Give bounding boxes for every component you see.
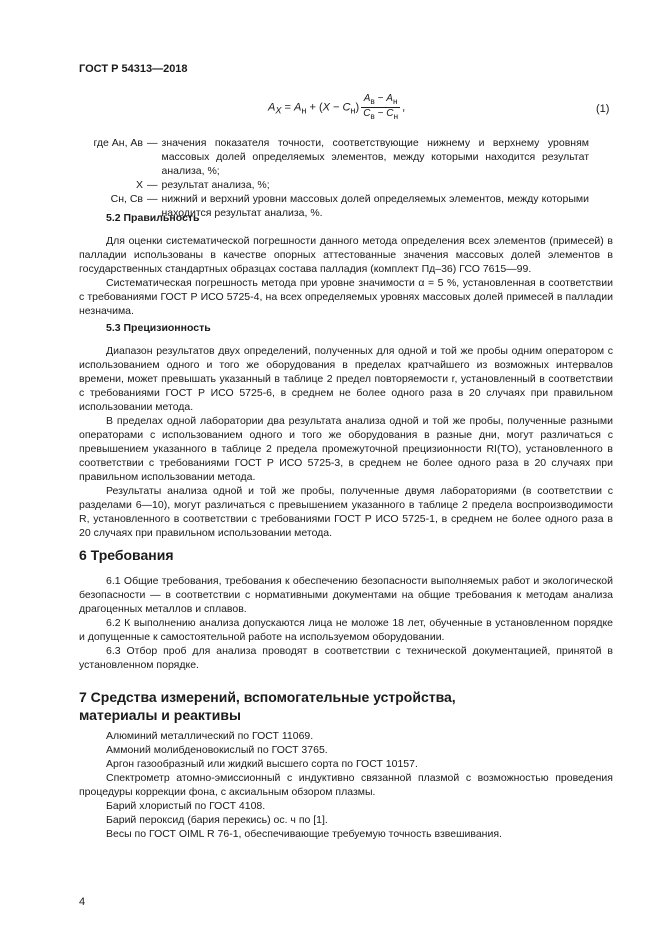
legend-text: значения показателя точности, соответствующие нижнему и верхнему уровням массовых долей определяемых элементов, между которыми находится результат анализа, %;: [161, 137, 589, 177]
section-heading-line: 7 Средства измерений, вспомогательные устройства,: [79, 689, 456, 705]
paragraph: В пределах одной лаборатории два результата анализа одной и той же пробы, полученные разными операторами с использованием одного и того же оборудования в разные дни, могут различаться с превышением указанного в таблице 2 предела промежуточной прецизионности RI(TO), установленного в соответствии с требованиями ГОСТ Р ИСО 5725-3, в среднем не более одного раза в 20 случаях при правильном использовании метода.: [79, 415, 613, 483]
paragraph: 6.2 К выполнению анализа допускаются лица не моложе 18 лет, обученные в установленном порядке и допущенные к самостоятельной работе на используемом оборудовании.: [79, 617, 613, 643]
formula-expression: $A_X = A_н + (X - C_н)$ $\frac{A_в - A_н}{C_в - C_н}$ ,: [268, 93, 406, 121]
section-heading-line: материалы и реактивы: [79, 707, 241, 723]
list-item: Алюминий металлический по ГОСТ 11069.: [106, 730, 314, 742]
section-heading: 5.2 Правильность: [106, 212, 200, 224]
list-item: Аммоний молибденовокислый по ГОСТ 3765.: [106, 744, 328, 756]
page-number: 4: [79, 896, 86, 908]
section-heading: 6 Требования: [79, 547, 174, 563]
section-5-2: [79, 211, 613, 318]
list-item: Аргон газообразный или жидкий высшего сорта по ГОСТ 10157.: [106, 758, 418, 770]
section-6: [79, 546, 613, 672]
list-item: Весы по ГОСТ OIML R 76-1, обеспечивающие требуемую точность взвешивания.: [106, 828, 502, 840]
legend-symbol: X: [135, 179, 143, 191]
paragraph: 6.1 Общие требования, требования к обеспечению безопасности выполняемых работ и экологической безопасности — в соответствии с нормативными документами на общие требования к методам анализа драгоценных металлов и сплавов.: [79, 575, 613, 615]
section-heading: 5.3 Прецизионность: [106, 322, 211, 334]
formula-legend: [79, 136, 589, 220]
legend-row: X — результат анализа, %;: [79, 178, 589, 192]
legend-row: Cн, Cв — нижний и верхний уровни массовых долей определяемых элементов, между которыми находится результат анализа, %.: [79, 192, 589, 220]
legend-symbol: где Aн, Aв: [93, 137, 143, 149]
legend-symbol: Cн, Cв: [110, 193, 143, 205]
document-header: ГОСТ Р 54313—2018: [79, 63, 188, 75]
section-heading: [79, 688, 613, 724]
paragraph: Результаты анализа одной и той же пробы, полученные двумя лабораториями (в соответствии с разделами 6—10), могут различаться с превышением указанного в таблице 2 предела воспроизводимости R, установленного в соответствии с требованиями ГОСТ Р ИСО 5725-1, в среднем не более одного раза в 20 случаях при правильном использовании метода.: [79, 485, 613, 539]
list-item: Спектрометр атомно-эмиссионный с индуктивно связанной плазмой с возможностью проведения процедуры коррекции фона, с аксиальным обзором плазмы.: [79, 772, 613, 798]
equation-number: (1): [596, 103, 610, 115]
paragraph: Для оценки систематической погрешности данного метода определения всех элементов (примесей) в палладии использованы в качестве опорных аттестованные значения массовых долей элементов в государственных стандартных образцах состава палладия (комплект Пд–36) ГСО 7615—99.: [79, 235, 613, 275]
legend-row: где Aн, Aв — значения показателя точности, соответствующие нижнему и верхнему уровням массовых долей определяемых элементов, между которыми находится результат анализа, %;: [79, 136, 589, 178]
list-item: Барий пероксид (бария перекись) ос. ч по [1].: [106, 814, 328, 826]
section-7: [79, 688, 613, 841]
paragraph: Диапазон результатов двух определений, полученных для одной и той же пробы одним оператором с использованием одного и того же оборудования в пределах кратчайшего из возможных интервалов времени, может превышать указанный в таблице 2 предел повторяемости r, установленный в соответствии с требованиями ГОСТ Р ИСО 5725-6, в среднем не более одного раза в 20 случаях при правильном использовании метода.: [79, 345, 613, 413]
section-5-3: [79, 321, 613, 540]
list-item: Барий хлористый по ГОСТ 4108.: [106, 800, 266, 812]
formula-1: [0, 93, 661, 125]
paragraph: Систематическая погрешность метода при уровне значимости α = 5 %, установленная в соответствии с требованиями ГОСТ Р ИСО 5725-4, на всех определяемых уровнях массовых долей примесей в палладии незначима.: [79, 277, 613, 317]
legend-text: результат анализа, %;: [161, 179, 270, 191]
paragraph: 6.3 Отбор проб для анализа проводят в соответствии с технической документацией, принятой в установленном порядке.: [79, 645, 613, 671]
legend-text: нижний и верхний уровни массовых долей определяемых элементов, между которыми находится результат анализа, %.: [161, 193, 589, 219]
